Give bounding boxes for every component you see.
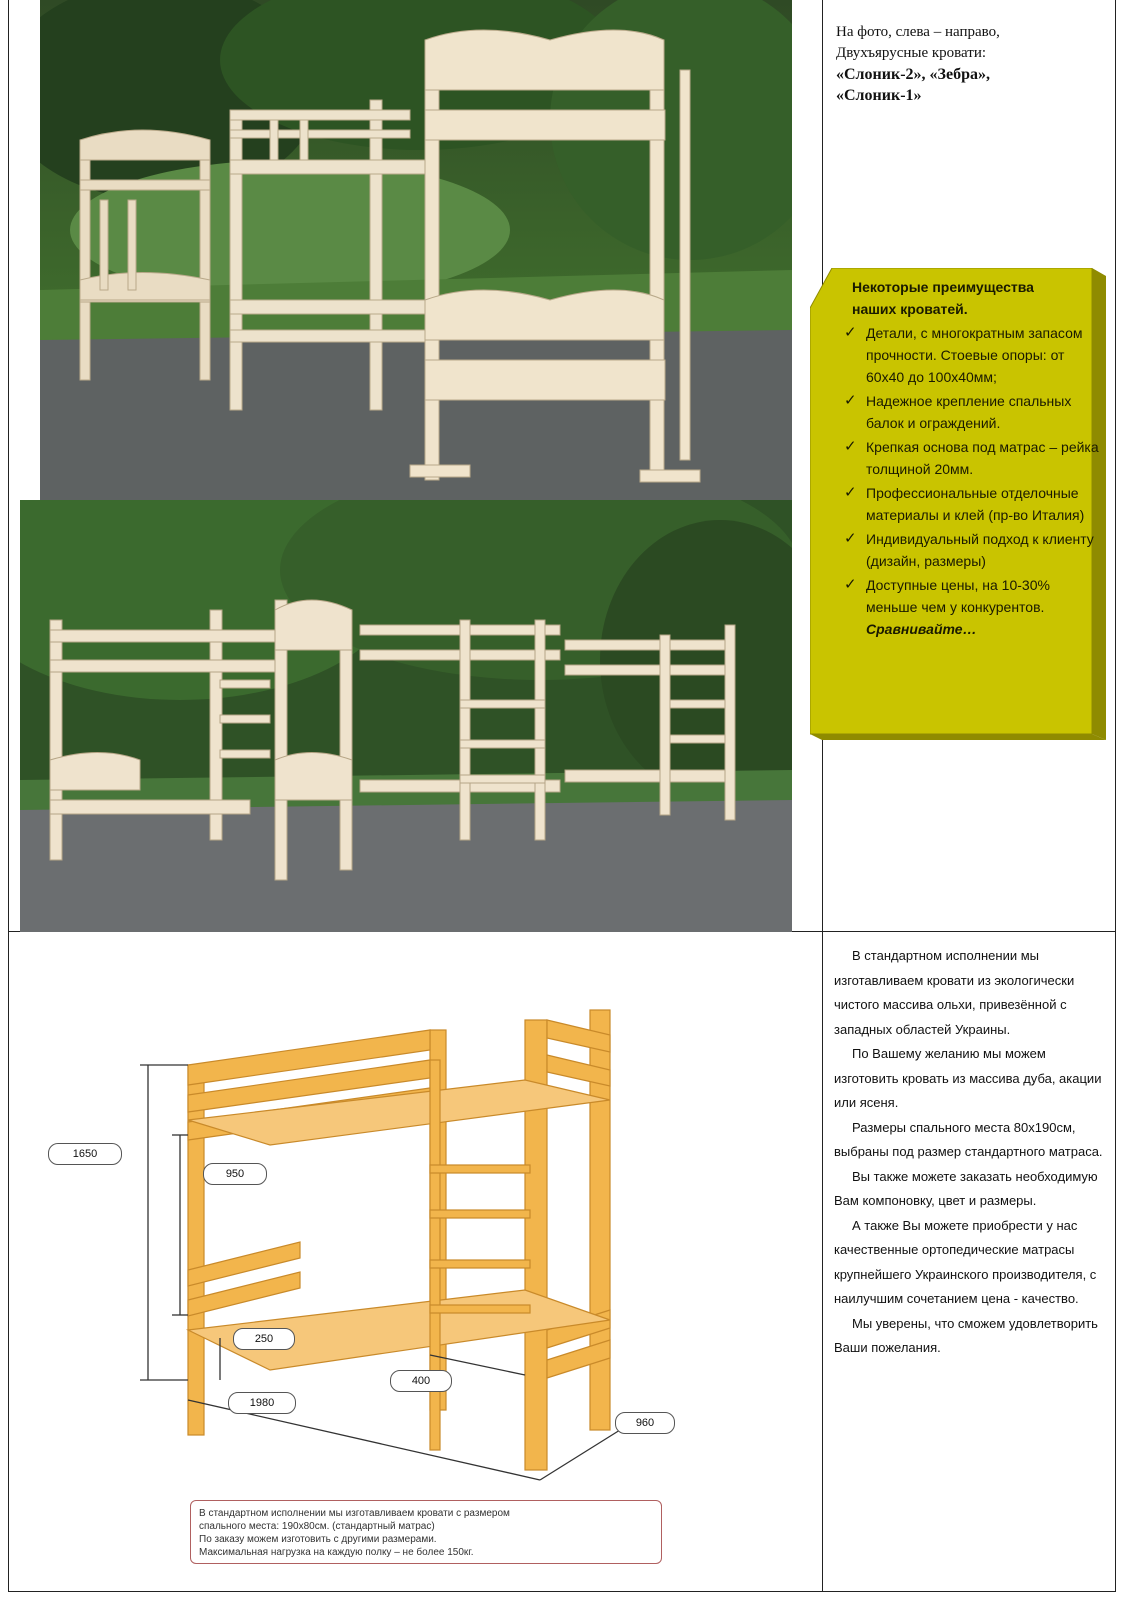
list-item (844, 482, 1102, 526)
description-paragraph: В стандартном исполнении мы изготавливаем кровати из экологически чистого массива ольхи, привезённой с западных областей Украины. (834, 948, 1075, 1037)
caption-model-names: «Слоник-2», «Зебра», (836, 66, 990, 83)
list-item (844, 574, 1102, 640)
note-line: По заказу можем изготовить с другими размерами. (199, 1534, 437, 1545)
description-paragraph: Мы уверены, что сможем удовлетворить Ваши пожелания. (834, 1315, 1098, 1355)
dim-label-length: 1980 (228, 1392, 296, 1414)
column-divider (822, 0, 823, 1592)
advantage-text: Индивидуальный подход к клиенту (дизайн, размеры) (866, 531, 1094, 569)
photo-bunk-beds-row (20, 500, 792, 932)
list-item (844, 322, 1102, 388)
specification-note (190, 1500, 662, 1564)
checkmark-icon: ✓ (844, 530, 857, 547)
dim-label-floor: 250 (233, 1328, 295, 1350)
checkmark-icon: ✓ (844, 438, 857, 455)
note-line: В стандартном исполнении мы изготавливаем кровати с размером (199, 1508, 510, 1519)
advantages-title-line: наших кроватей. (852, 301, 968, 317)
advantage-text: Профессиональные отделочные материалы и клей (пр-во Италия) (866, 485, 1085, 523)
advantage-text: Детали, с многократным запасом прочности. Стоевые опоры: от 60х40 до 100х40мм; (866, 325, 1083, 385)
description-paragraph: Вы также можете заказать необходимую Вам компоновку, цвет и размеры. (834, 1168, 1098, 1208)
caption-line: На фото, слева – направо, (836, 24, 1000, 40)
advantage-text: Надежное крепление спальных балок и ограждений. (866, 393, 1072, 431)
list-item (844, 528, 1102, 572)
photo-three-bunk-beds (40, 0, 792, 500)
checkmark-icon: ✓ (844, 484, 857, 501)
list-item (844, 390, 1102, 434)
dim-label-width: 960 (615, 1412, 675, 1434)
note-line: спального места: 190х80см. (стандартный матрас) (199, 1521, 435, 1532)
list-item (844, 436, 1102, 480)
dim-label-ladder: 400 (390, 1370, 452, 1392)
advantage-text: Доступные цены, на 10-30% меньше чем у конкурентов. (866, 577, 1050, 615)
checkmark-icon: ✓ (844, 392, 857, 409)
product-description (834, 944, 1110, 1361)
bunk-bed-dimension-diagram (20, 960, 790, 1560)
caption-model-names: «Слоник-1» (836, 87, 922, 104)
dim-label-height: 1650 (48, 1143, 122, 1165)
photo-caption (836, 22, 1096, 106)
advantages-title (844, 276, 1102, 320)
advantages-closing: Сравнивайте… (866, 621, 977, 637)
dim-label-gap: 950 (203, 1163, 267, 1185)
advantages-list (844, 322, 1102, 640)
checkmark-icon: ✓ (844, 576, 857, 593)
description-paragraph: Размеры спального места 80х190см, выбраны под размер стандартного матраса. (834, 1119, 1103, 1159)
advantages-callout (810, 268, 1114, 748)
description-paragraph: А также Вы можете приобрести у нас качественные ортопедические матрасы крупнейшего Украинского производителя, с наилучшим сочетанием цена - качество. (834, 1217, 1097, 1306)
caption-line: Двухъярусные кровати: (836, 45, 987, 61)
description-paragraph: По Вашему желанию мы можем изготовить кровать из массива дуба, акации или ясеня. (834, 1046, 1102, 1110)
advantages-title-line: Некоторые преимущества (852, 279, 1034, 295)
advantage-text: Крепкая основа под матрас – рейка толщиной 20мм. (866, 439, 1099, 477)
advantages-text (844, 276, 1102, 642)
note-line: Максимальная нагрузка на каждую полку – не более 150кг. (199, 1547, 474, 1558)
checkmark-icon: ✓ (844, 324, 857, 341)
